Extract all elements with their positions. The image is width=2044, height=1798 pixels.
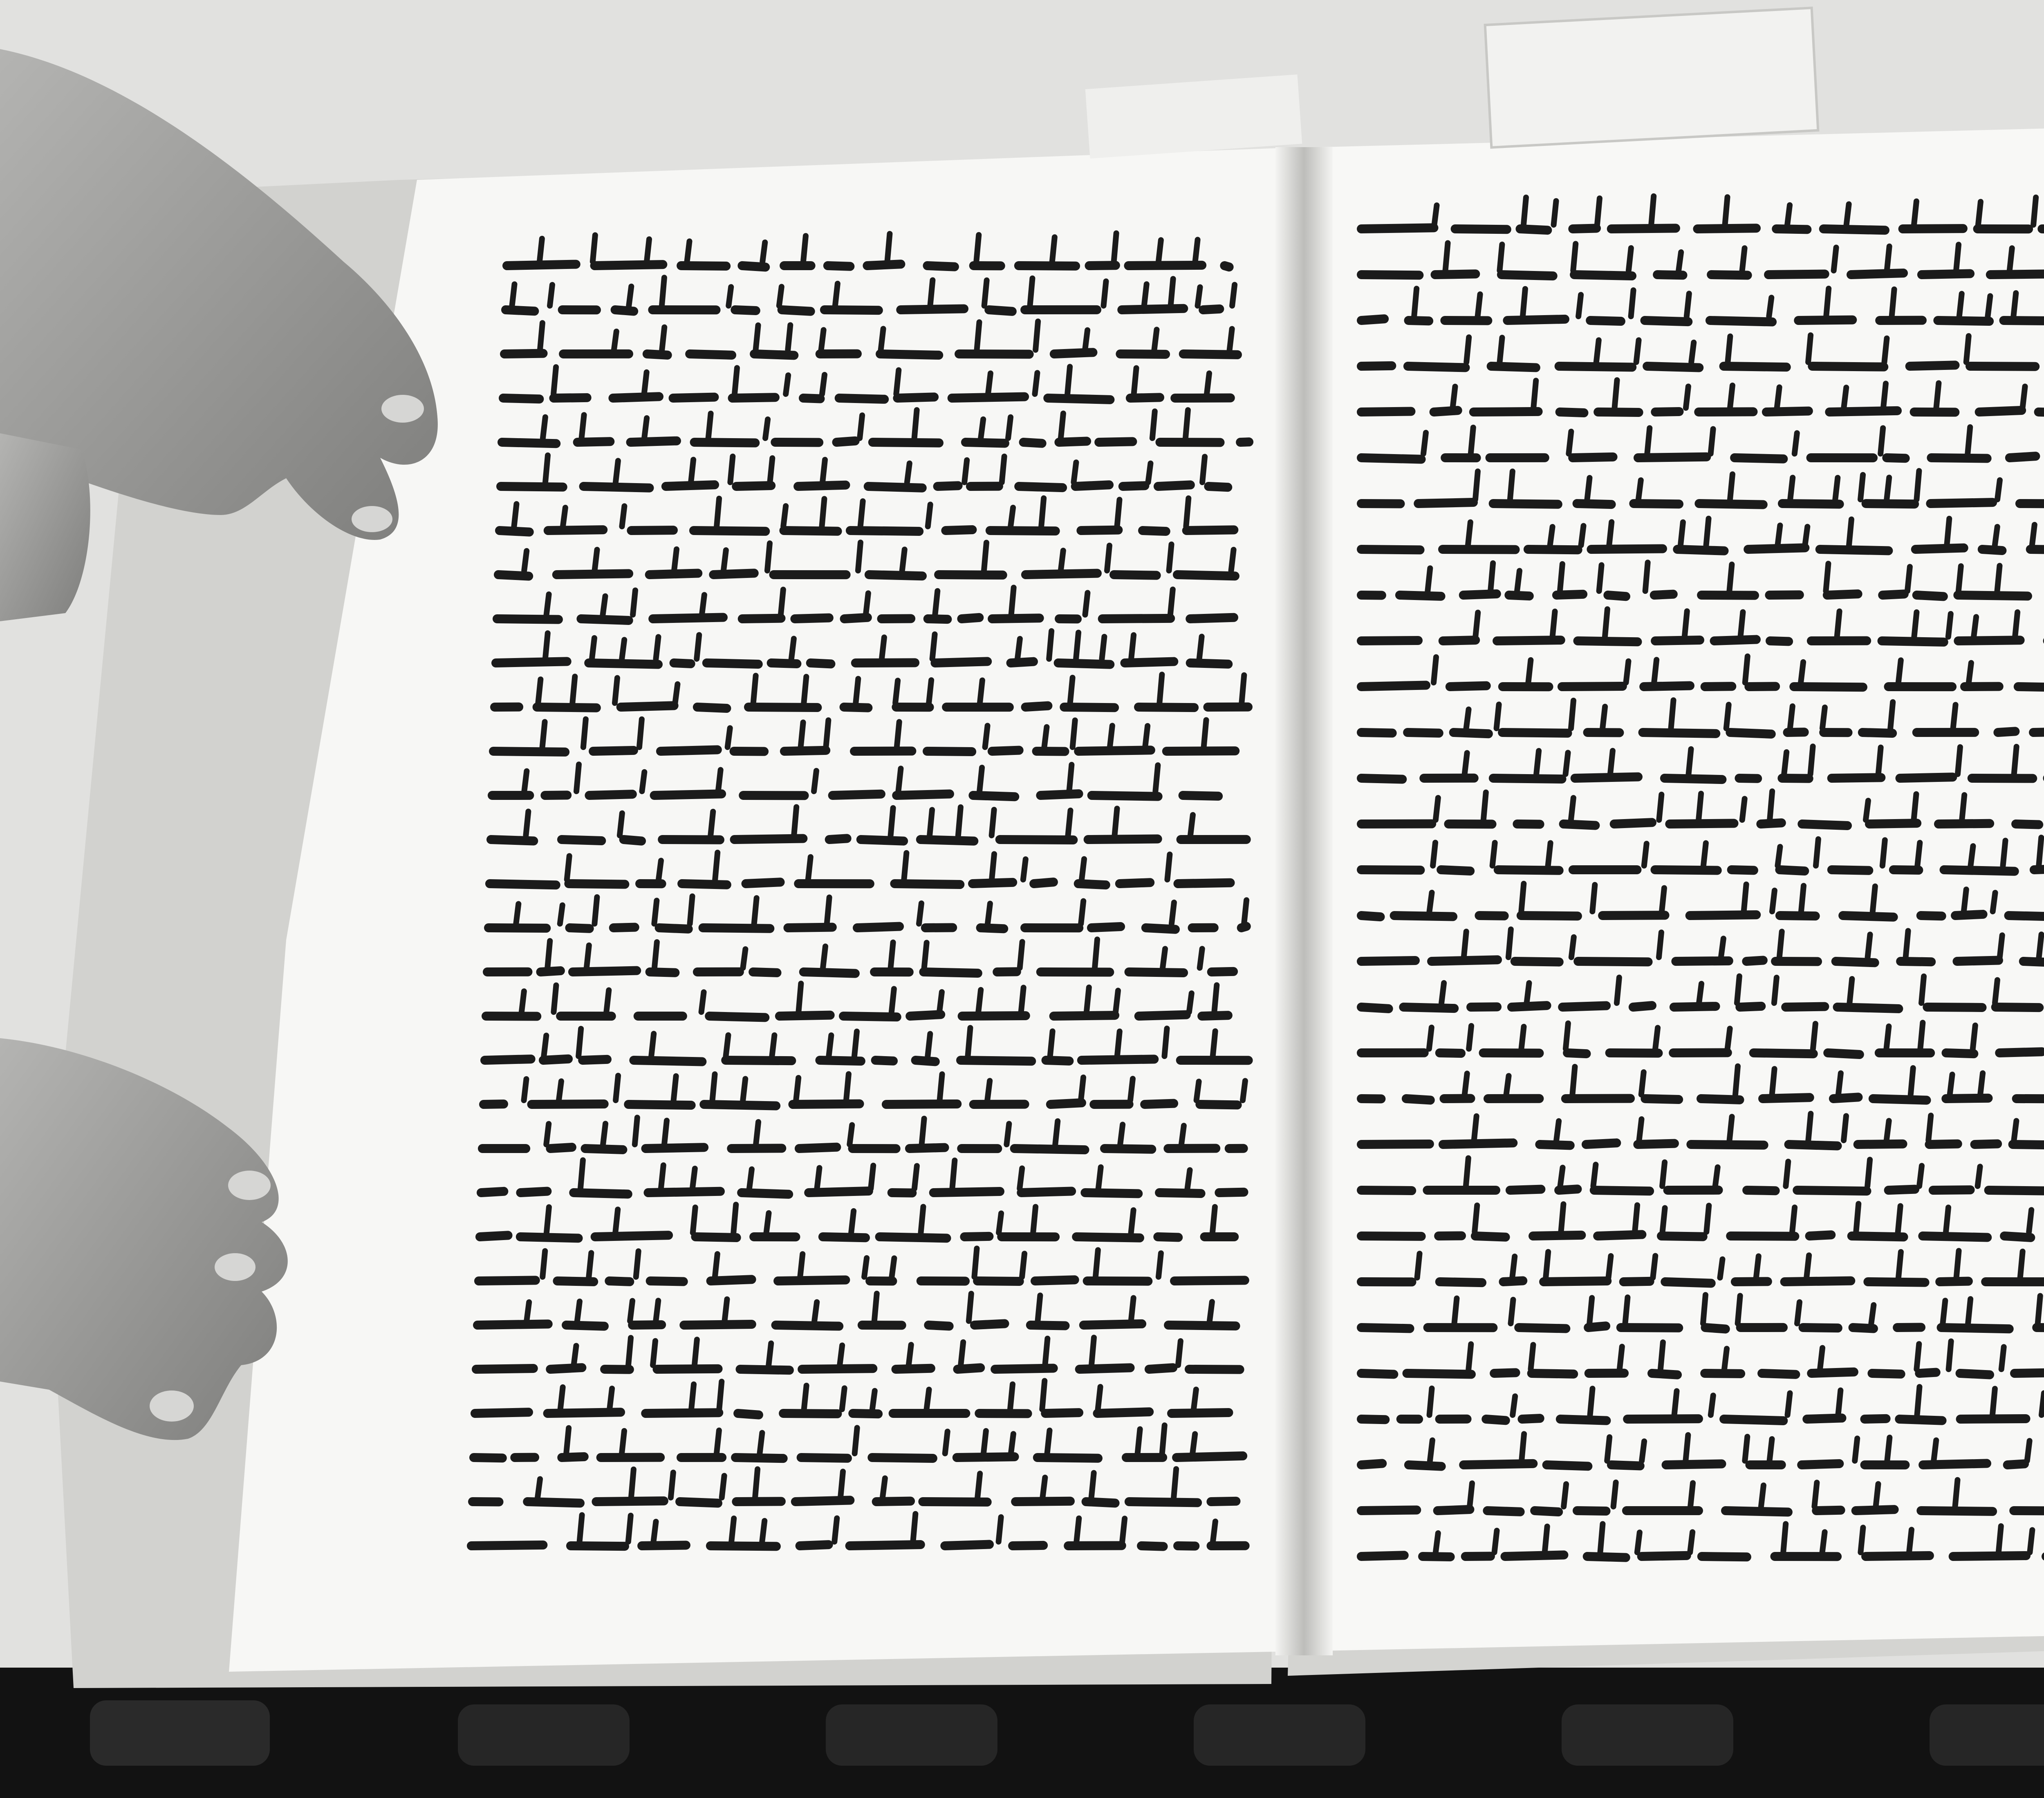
paper-tag-small xyxy=(1085,74,1302,159)
paper-tag xyxy=(1485,8,1818,147)
gutter-shadow xyxy=(1275,147,1333,1655)
